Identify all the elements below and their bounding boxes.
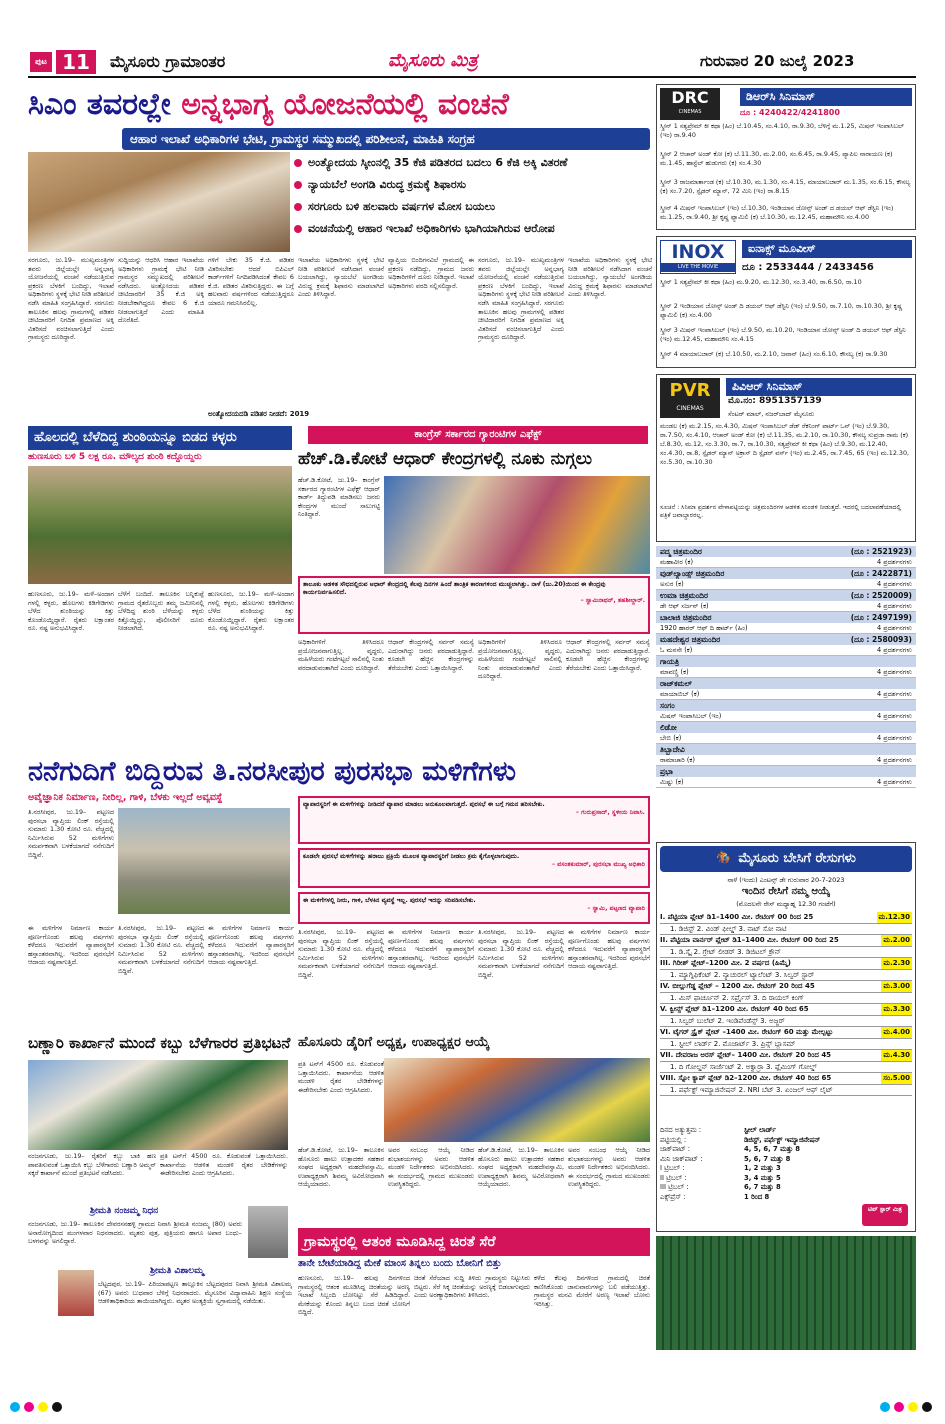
narasipura-quote-3 (298, 892, 650, 924)
onion-body-col-1: ಹುಣಸೂರು, ಜು.19– ಮಳೆ–ಅಂದಾಗ ಗಳಲ್ಲಿ ಕಳ್ಳರು, ಹೊಲಗಳು ಕಿಡಿಗೇಡಿಗಳು ಬೆಳೆದ ಶುಂಠಿಯನ್ನು ಕಿತ್ತು ಕೊಂಡೊಯ್ದಿದ್ದಾರೆ. ರೈತರು ಲಕ್ಷಾಂತರ ರೂ. ನಷ್ಟ ಅನುಭವಿಸಿದ್ದಾರೆ. (28, 590, 114, 633)
theatre-header (656, 546, 916, 557)
theatre-phone: (ದೂ : 2521923) (850, 547, 912, 556)
theatre-header (656, 634, 916, 645)
theatre-header (656, 744, 916, 755)
obituary-1-title: ಶ್ರೀಮತಿ ನಂಜಮ್ಮ ನಿಧನ (90, 1206, 159, 1216)
bannari-title: ಬಣ್ಣಾರಿ ಕಾರ್ಖಾನೆ ಮುಂದೆ ಕಬ್ಬು ಬೆಳೆಗಾರರ ಪ್ರತಿಭಟನೆ (28, 1034, 291, 1052)
jackpot-label: ಎಕ್ಸ್‌ಪ್ರೆಸ್ : (660, 1192, 686, 1201)
narasipura-quote-2 (298, 848, 650, 888)
drc-phone: ದೂ : 4240422/4241800 (740, 108, 840, 117)
drc-row: ಸ್ಕ್ರೀನ್ 1 ಸತ್ಯಪ್ರೇಮ್ ಕೀ ಕಥಾ (ಹಿಂ) ಬೆ.10.45, ಸಂ.4.10, ರಾ.9.30, ಬೆಳಿಗ್ಗೆ ಮ.1.25, ಮಿಷನ್ ಇಂಪಾಸಿಬಲ್ (ಇಂ) ರಾ.9.40 (660, 122, 905, 139)
theatre-film: 1920 ಹಾರರ್ ಆಫ್ ದಿ ಹಾರ್ಟ್ (ಹಿಂ) (660, 624, 748, 632)
registration-mark (880, 1402, 890, 1412)
theatre-shows: 4 ಪ್ರದರ್ಶನಗಳು (876, 602, 912, 610)
pvr-title: ಪಿವಿಆರ್ ಸಿನಿಮಾಸ್ (726, 378, 912, 396)
inox-logo-sub: LIVE THE MOVIE (661, 263, 735, 272)
pvr-schedule: ಮಂಡಲ (ಕ) ಮ.2.15, ಸಂ.4.30, ಮಿಷನ್ ಇಂಪಾಸಿಬಲ್ ಡೆಡ್ ರೆಕನಿಂಗ್ ಪಾರ್ಟ್ ಒನ್ (ಇಂ) ಬೆ.9.30, ರಾ.7.50, ಸಂ.4.10, ಆಚಾರ್ ಅಂಡ್ ಕೋ (ಕ) ಬೆ.11.35, ಮ.2.10, ರಾ.10.30, ಕೌಸಲ್ಯ ಸುಪ್ರಜಾ ರಾಮ (ಕ) ಬೆ.8.30, ಮ.12, ಸಂ.3.30, ರಾ.7, ರಾ.10.30, ಸತ್ಯಪ್ರೇಮ್ ಕೀ ಕಥಾ (ಹಿಂ) ಬೆ.9.30, ಮ.12.40, ಸಂ.4.30, ರಾ.8, ಸ್ಪೈಡರ್ ಮ್ಯಾನ್ ಅಕ್ರಾಸ್ ದಿ ಸ್ಪೈಡರ್ ವರ್ಸ್ (ಇಂ) ಮ.2.45, ರಾ.7.45, 65 (ಇಂ) ಮ.12.30, ಸಂ.5.30, ರಾ.10.30 (660, 422, 910, 466)
jackpot-label: II ಟ್ರಿಬಲ್ : (660, 1173, 687, 1182)
theatre-shows: 4 ಪ್ರದರ್ಶನಗಳು (876, 646, 912, 654)
theatre-header (656, 766, 916, 777)
pvr-logo-text: PVR (669, 380, 711, 401)
theatre-name: ಪ್ರಭಾ (660, 767, 673, 776)
jackpot-box (660, 1126, 912, 1202)
obituary-1-body: ನಂಜನಗೂಡು, ಜು.19– ತಾಲೂಕಿನ ದೇವರಸನಹಳ್ಳಿ ಗ್ರಾಮದ ನಿವಾಸಿ ಶ್ರೀಮತಿ ನಂಜಮ್ಮ (80) ಅವರು ಅನಾರೋಗ್ಯದಿಂದ ಮಂಗಳವಾರ ನಿಧನರಾದರು. ಮೃತರು ಪುತ್ರ, ಪುತ್ರಿಯರು ಹಾಗೂ ಅಪಾರ ಬಂಧು–ಬಳಗವನ್ನು ಅಗಲಿದ್ದಾರೆ. (28, 1220, 242, 1246)
theatre-header (656, 612, 916, 623)
theatre-film-row (656, 667, 916, 678)
lead-bullet: ನ್ಯಾಯಬೆಲೆ ಅಂಗಡಿ ವಿರುದ್ಧ ಕ್ರಮಕ್ಕೆ ಶಿಫಾರಸು (292, 174, 650, 196)
jackpot-label: ದಿನದ ಅತ್ಯುತ್ತಮ : (660, 1126, 701, 1134)
congress-body-5: ಆಧಾರ್ ಕೇಂದ್ರಗಳಲ್ಲಿ ಸರ್ವರ್ ಸಮಸ್ಯೆ ಎದುರಾಗಿದ್ದು ಜನರು ಪರದಾಡುತ್ತಿದ್ದಾರೆ. ಕೂಡಲೇ ಹೆಚ್ಚಿನ ಕೇಂದ್ರಗಳನ್ನು ತೆರೆಯಬೇಕು ಎಂದು ಒತ್ತಾಯಿಸಿದ್ದಾರೆ. (566, 638, 650, 672)
lead-body-col-5: ವ್ಯಾಪ್ತಿಯ ಬಿಂದಿಗನವಿಲೆ ಗ್ರಾಮದಲ್ಲಿ ಈ ಪ್ರಕರಣ ನಡೆದಿದ್ದು, ಗ್ರಾಮದ ಜನರು ಅಧಿಕಾರಿಗಳಿಗೆ ದೂರು ನೀಡಿದ್ದಾರೆ. ಇಲಾಖೆ ಅಧಿಕಾರಿಗಳು ವರದಿ ಸಲ್ಲಿಸಲಿದ್ದಾರೆ. (388, 256, 474, 290)
lead-body-col-4: ಇಲಾಖೆಯ ಅಧಿಕಾರಿಗಳು ಸ್ಥಳಕ್ಕೆ ಭೇಟಿ ನೀಡಿ ಪರಿಶೀಲನೆ ನಡೆಸಿದಾಗ ವಂಚನೆ ಬಯಲಾಗಿದ್ದು, ನ್ಯಾಯಬೆಲೆ ಅಂಗಡಿಯ ವಿರುದ್ಧ ಕ್ರಮಕ್ಕೆ ಶಿಫಾರಸು ಮಾಡಲಾಗಿದೆ ಎಂದು ತಿಳಿಸಿದ್ದಾರೆ. (298, 256, 384, 299)
race-text: VI. ಟೈಗರ್ ಸ್ಟ್ರೈಕ್ ಪ್ಲೇಟ್ –1400 ಮೀ. ರೇಟಿಂಗ್ 60 ಮತ್ತು ಮೇಲ್ಪಟ್ಟು (660, 1028, 833, 1036)
leopard-title: ಗ್ರಾಮಸ್ಥರಲ್ಲಿ ಆತಂಕ ಮೂಡಿಸಿದ್ದ ಚಿರತೆ ಸೆರೆ (298, 1228, 650, 1256)
race-picks (660, 1016, 912, 1028)
jackpot-label: ಮಿನಿ ಜಾಕ್‌ಪಾಟ್ : (660, 1154, 703, 1163)
race-text: I. ಪೆಟ್ಟಿಯಾ ಪ್ಲೇಟ್ ಡಿ1–1400 ಮೀ. ರೇಟಿಂಗ್ 00 ರಿಂದ 25 (660, 913, 814, 921)
theatre-header (656, 722, 916, 733)
inox-phone: ದೂ : 2533444 / 2433456 (742, 262, 874, 273)
narasipura-subtitle: ಅವೈಜ್ಞಾನಿಕ ನಿರ್ಮಾಣ, ನೀರಿಲ್ಲ, ಗಾಳಿ, ಬೆಳಕು ಇಲ್ಲದೆ ಅವ್ಯವಸ್ಥೆ (28, 792, 223, 803)
narasipura-body-3: ತಿ.ನರಸೀಪುರ, ಜು.19– ಪಟ್ಟಣದ ಪುರಸಭಾ ವ್ಯಾಪ್ತಿಯ ಲಿಂಕ್ ರಸ್ತೆಯಲ್ಲಿ ಸುಮಾರು 1.30 ಕೋಟಿ ರೂ. ವೆಚ್ಚದಲ್ಲಿ ನಿರ್ಮಿಸಿರುವ 52 ಮಳಿಗೆಗಳು ಸಮರ್ಪಕವಾಗಿ ಬಳಕೆಯಾಗದೆ ನನೆಗುದಿಗೆ ಬಿದ್ದಿವೆ. (118, 924, 204, 975)
race-entry (660, 1073, 912, 1085)
bannari-body-1: ನಂಜನಗೂಡು, ಜು.19– ರೈತರಿಗೆ ಕಬ್ಬು ಬಾಕಿ ಹಣ ಪಾವತಿಸುವಂತೆ ಒತ್ತಾಯಿಸಿ ಕಬ್ಬು ಬೆಳೆಗಾರರು ಬಣ್ಣಾರಿ ಅಮ್ಮನ್ ಸಕ್ಕರೆ ಕಾರ್ಖಾನೆ ಮುಂದೆ ಪ್ರತಿಭಟನೆ ನಡೆಸಿದರು. (28, 1152, 156, 1178)
theatre-header (656, 590, 916, 601)
registration-mark (24, 1402, 34, 1412)
theatre-film-row (656, 645, 916, 656)
race-picks (660, 947, 912, 959)
page-number: 11 (56, 50, 96, 74)
theatre-name: ರಾಜ್‌ಕಮಲ್ (660, 679, 692, 688)
lead-subhead: ಆಹಾರ ಇಲಾಖೆ ಅಧಿಕಾರಿಗಳ ಭೇಟಿ, ಗ್ರಾಮಸ್ಥರ ಸಮ್ಮುಖದಲ್ಲಿ ಪರಿಶೀಲನೆ, ಮಾಹಿತಿ ಸಂಗ್ರಹ (122, 128, 650, 150)
race-picks (660, 924, 912, 936)
theatre-name: ವುಡ್‌ಲ್ಯಾಂಡ್ಸ್ ಚಿತ್ರಮಂದಿರ (660, 569, 725, 578)
lead-byline: ಅಂತ್ಯೋದಯದಡಿ ಪಡಿತರ ನೀಡದೆ: 2019 (208, 410, 310, 418)
jackpot-value: 1 ರಿಂದ 8 (744, 1192, 770, 1201)
theatre-phone: (ದೂ : 2520009) (850, 591, 912, 600)
lead-body-col-3: ಗಳಿಗೆ ಬೇಕು 35 ಕೆ.ಜಿ. ಪಡಿತರ ವಿತರಿಸಬೇಕು ಆದರೆ ಬಿಪಿಎಲ್ ಕಾರ್ಡ್‌ಗಳಿಗೆ ನಿಗದಿಪಡಿಸಿದಂತೆ ಕೇವಲ 6 ಕೆ.ಜಿ. ಪಡಿತರ ವಿತರಿಸುತ್ತಿದ್ದರು. ಈ ಬಗ್ಗೆ ಹಲವಾರು ವರ್ಷಗಳಿಂದ ನಡೆಯುತ್ತಿದ್ದರೂ ಯಾರೂ ಗಮನಿಸಿರಲಿಲ್ಲ. (208, 256, 294, 307)
race-entry (660, 958, 912, 970)
pvr-logo-sub: CINEMAS (676, 405, 704, 412)
lead-photo (28, 152, 290, 252)
page-label: ಪುಟ (30, 52, 52, 72)
narasipura-body-7: ತಿ.ನರಸೀಪುರ, ಜು.19– ಪಟ್ಟಣದ ಪುರಸಭಾ ವ್ಯಾಪ್ತಿಯ ಲಿಂಕ್ ರಸ್ತೆಯಲ್ಲಿ ಸುಮಾರು 1.30 ಕೋಟಿ ರೂ. ವೆಚ್ಚದಲ್ಲಿ ನಿರ್ಮಿಸಿರುವ 52 ಮಳಿಗೆಗಳು ಸಮರ್ಪಕವಾಗಿ ಬಳಕೆಯಾಗದೆ ನನೆಗುದಿಗೆ ಬಿದ್ದಿವೆ. (478, 928, 564, 979)
theatre-header (656, 568, 916, 579)
race-text: VIII. ಸ್ನೋ ಕ್ಯಾಪ್ ಪ್ಲೇಟ್ ಡಿ2–1200 ಮೀ. ರೇಟಿಂಗ್ 40 ರಿಂದ 65 (660, 1074, 832, 1082)
race-entry (660, 981, 912, 993)
theatre-film: ಡೇ ಆಫ್ ಸರ್ಜನ್ (ಕ) (660, 602, 709, 610)
race-time: ಮ.2.30 (883, 959, 910, 967)
jackpot-row (660, 1145, 856, 1155)
registration-mark (922, 1402, 932, 1412)
leopard-subtitle: ತಾನೇ ಬೇಟೆಯಾಡಿದ್ದ ಮೇಕೆ ಮಾಂಸ ತಿನ್ನಲು ಬಂದು ಬೋನಿಗೆ ಬಿತ್ತು (298, 1258, 502, 1269)
theatre-shows: 4 ಪ್ರದರ್ಶನಗಳು (876, 624, 912, 632)
jackpot-label: ಪಟ್ಟಿಯಲ್ಲಿ : (660, 1135, 687, 1144)
jackpot-row (660, 1164, 856, 1174)
congress-callout (298, 576, 650, 634)
theatre-name: ಉಮಾ ಚಿತ್ರಮಂದಿರ (660, 591, 708, 600)
theatre-film-row (656, 777, 916, 788)
lead-bullet: ವಂಚನೆಯಲ್ಲಿ ಆಹಾರ ಇಲಾಖೆ ಅಧಿಕಾರಿಗಳು ಭಾಗಿಯಾಗಿರುವ ಆರೋಪ (292, 218, 650, 240)
theatre-film: ಮಾಯಾಬಿಬ್ (ಕ) (660, 690, 700, 698)
race-time: ಮ.12.30 (878, 913, 910, 921)
cinema-note: ಸೂಚನೆ : ಸಿನಿಮಾ ಪ್ರದರ್ಶನ ವೇಳಾಪಟ್ಟಿಯನ್ನು ಚಿತ್ರಮಂದಿರಗಳ ಆಡಳಿತ ಮಂಡಳಿ ನೀಡುತ್ತದೆ. ಇದರಲ್ಲಿ ಬದಲಾವಣೆಯಾದಲ್ಲಿ ಪತ್ರಿಕೆ ಜವಾಬ್ದಾರರಲ್ಲ. (660, 504, 902, 520)
newspaper-name: ಮೈಸೂರು ಮಿತ್ರ (388, 50, 478, 71)
congress-body-3: ಆಧಾರ್ ಕೇಂದ್ರಗಳಲ್ಲಿ ಸರ್ವರ್ ಸಮಸ್ಯೆ ಎದುರಾಗಿದ್ದು ಜನರು ಪರದಾಡುತ್ತಿದ್ದಾರೆ. ಕೂಡಲೇ ಹೆಚ್ಚಿನ ಕೇಂದ್ರಗಳನ್ನು ತೆರೆಯಬೇಕು ಎಂದು ಒತ್ತಾಯಿಸಿದ್ದಾರೆ. (388, 638, 474, 672)
dairy-body-4: ಅವರ ಸಂಬಂಧ ಆಯ್ಕೆ ನೀಡಿದ ಶುಭಾಶಯಗಳನ್ನು ಅವರು ಆಡಳಿತ ಮಂಡಳಿ ನಿರ್ದೇಶಕರು ಅಭಿನಂದಿಸಿದರು. ಈ ಸಂದರ್ಭದಲ್ಲಿ ಗ್ರಾಮದ ಮುಖಂಡರು ಉಪಸ್ಥಿತರಿದ್ದರು. (568, 1146, 650, 1189)
congress-banner: ಕಾಂಗ್ರೆಸ್ ಸರ್ಕಾರದ ಗ್ಯಾರಂಟಿಗಳ ಎಫೆಕ್ಟ್ (308, 426, 648, 444)
bannari-body-3: ಪ್ರತಿ ಟನ್‌ಗೆ 4500 ರೂ. ಕೊಡುವಂತೆ ಒತ್ತಾಯಿಸಿದರು. ಕಾರ್ಖಾನೆಯ ಆಡಳಿತ ಮಂಡಳಿ ರೈತರ ಬೇಡಿಕೆಗಳನ್ನು ಈಡೇರಿಸಬೇಕು ಎಂದು ಆಗ್ರಹಿಸಿದರು. (298, 1060, 384, 1094)
race-text: 1. ಸ್ಟೀಲ್ ಲಾರ್ಡ್ 2. ಮೊಜಾರ್ಟ್ 3. ಪ್ರಿನ್ಸ್ ಬ್ಲಾಸಮ್ (670, 1039, 796, 1048)
inox-row: ಸ್ಕ್ರೀನ್ 2 ಇಂಡಿಯಾನ ಜೋನ್ಸ್ ಅಂಡ್ ದಿ ಡಯಲ್ ಆಫ್ ಡೆಸ್ಟಿನಿ (ಇಂ) ಬೆ.9.50, ರಾ.7.10, ರಾ.10.30, ಶ್ರೀ ಕೃಷ್ಣ ಫ್ಯಾಮಿಲಿ (ಕ) ಸಂ.4.00 (660, 302, 903, 319)
registration-mark (894, 1402, 904, 1412)
onion-subtitle: ಹುಣಸೂರು ಬಳಿ 5 ಲಕ್ಷ ರೂ. ಮೌಲ್ಯದ ಶುಂಠಿ ಕದ್ದೊಯ್ದರು (28, 452, 202, 462)
issue-date: ಗುರುವಾರ 20 ಜುಲೈ 2023 (700, 52, 855, 70)
lead-headline-part-b: ಅನ್ನಭಾಗ್ಯ ಯೋಜನೆಯಲ್ಲಿ ವಂಚನೆ (181, 87, 509, 122)
jackpot-label: ಜಾಕ್‌ಪಾಟ್ : (660, 1145, 691, 1153)
jackpot-value: 6, 7 ಮತ್ತು 8 (744, 1183, 781, 1191)
race-time: ಮ.3.30 (883, 1005, 910, 1013)
theatre-shows: 4 ಪ್ರದರ್ಶನಗಳು (876, 756, 912, 764)
narasipura-body-6: ಈ ಮಳಿಗೆಗಳ ನಿರ್ಮಾಣ ಕಾರ್ಯ ಪೂರ್ಣಗೊಂಡು ಹಲವು ವರ್ಷಗಳು ಕಳೆದರೂ ಇದುವರೆಗೆ ವ್ಯಾಪಾರಸ್ಥರಿಗೆ ಹಸ್ತಾಂತರವಾಗಿಲ್ಲ. ಇದರಿಂದ ಪುರಸಭೆಗೆ ಆದಾಯ ನಷ್ಟವಾಗುತ್ತಿದೆ. (388, 928, 474, 971)
registration-mark (908, 1402, 918, 1412)
theatre-film: ಮಿಷ್ಟು (ಕ) (660, 778, 684, 786)
jackpot-value: ಡಿಜಿಸ್ಟ್, ಪರ್ಫೆಕ್ಟ್ ಇಮ್ಯಾಜಿನೇಷನ್ (744, 1135, 821, 1144)
narasipura-quote-2-text: ಕೂಡಲೇ ಪುರಸಭೆ ಮಳಿಗೆಗಳನ್ನು ಹರಾಜು ಪ್ರಕ್ರಿಯೆ ಮೂಲಕ ವ್ಯಾಪಾರಸ್ಥರಿಗೆ ನೀಡಲು ಕ್ರಮ ಕೈಗೊಳ್ಳಲಾಗುವುದು. (303, 853, 520, 860)
leopard-body-2: ಚಿರತೆ ಸೆರೆಯಾದ ಸುದ್ದಿ ತಿಳಿದು ಗ್ರಾಮಸ್ಥರು ನಿಟ್ಟುಸಿರು ಬಿಟ್ಟರು. ಸೆರೆ ಸಿಕ್ಕ ಚಿರತೆಯನ್ನು ಅರಣ್ಯಕ್ಕೆ ಬಿಡಲಾಗುವುದು ಎಂದು ಅರಣ್ಯಾಧಿಕಾರಿಗಳು ತಿಳಿಸಿದರು. (414, 1274, 530, 1300)
theatre-shows: 4 ಪ್ರದರ್ಶನಗಳು (876, 734, 912, 742)
theatre-shows: 4 ಪ್ರದರ್ಶನಗಳು (876, 690, 912, 698)
race-title (660, 846, 912, 872)
drc-logo-text: DRC (671, 88, 709, 107)
race-picks (660, 993, 912, 1005)
theatre-name: ಮಹದೇಶ್ವರ ಚಿತ್ರಮಂದಿರ (660, 635, 721, 644)
race-heading: ಇಂದಿನ ರೇಸಿಗೆ ನಮ್ಮ ಆಯ್ಕೆ (741, 886, 831, 897)
theatre-film: ಓ ಮನಸೇ (ಕ) (660, 646, 693, 654)
onion-body-col-2: ಬೆಳೆಗೆ ಬಂದಿದೆ. ತಾಲೂಕಿನ ಬನ್ನಿಕುಪ್ಪೆ ಗ್ರಾಮದ ರೈತರೊಬ್ಬರು ತಮ್ಮ ಜಮೀನಿನಲ್ಲಿ ಬೆಳೆದಿದ್ದ ಶುಂಠಿ ಬೆಳೆಯನ್ನು ಕಳ್ಳರು ಕಿತ್ತೊಯ್ದಿದ್ದು, ಪೊಲೀಸರಿಗೆ ದೂರು ನೀಡಲಾಗಿದೆ. (118, 590, 204, 633)
narasipura-quote-3-by: – ಸ್ವಾಮಿ, ಪಟ್ಟಣದ ವ್ಯಾಪಾರಿ (587, 905, 645, 913)
jackpot-value: 4, 5, 6, 7 ಮತ್ತು 8 (744, 1145, 801, 1153)
race-text: 1. ಸಿಲ್ವರ್ ಬುಲೆಟ್ 2. ಇಂಡಿಪೆಂಡೆನ್ಸ್ 3. ಅಜ್ಜರ್ (670, 1016, 785, 1025)
obituary-2-title: ಶ್ರೀಮತಿ ವಿಶಾಲಮ್ಮ (150, 1266, 204, 1276)
narasipura-photo (118, 808, 290, 914)
theatre-header (656, 656, 916, 667)
lead-bullet: ಅಂತ್ಯೋದಯ ಸ್ಕೀಂನಲ್ಲಿ 35 ಕೆಜಿ ಪಡಿತರದ ಬದಲು 6 ಕೆಜಿ ಅಕ್ಕಿ ವಿತರಣೆ (292, 152, 650, 174)
drc-row: ಸ್ಕ್ರೀನ್ 4 ಮಿಷನ್ ಇಂಪಾಸಿಬಲ್ (ಇಂ) ಬೆ.10.30, ಇಂಡಿಯಾನ ಜೋನ್ಸ್ ಅಂಡ್ ದ ಡಯಲ್ ಆಫ್ ಡೆಸ್ಟಿನಿ (ಇಂ) ಮ.1.25, ರಾ.9.40, ಶ್ರೀ ಕೃಷ್ಣ ಫ್ಯಾಮಿಲಿ (ಕ) ಬೆ.10.30, ಮ.12.45, ಮಹಾಮೌನಿ ಸಂ.4.00 (660, 204, 894, 221)
theatre-header (656, 678, 916, 689)
theatre-shows: 4 ಪ್ರದರ್ಶನಗಳು (876, 580, 912, 588)
jackpot-row (660, 1183, 856, 1193)
narasipura-quote-1-by: – ಗುರುಪ್ರಸಾದ್, ಸ್ಥಳೀಯ ನಿವಾಸಿ. (575, 809, 645, 817)
theatre-name: ಪದ್ಮ ಚಿತ್ರಮಂದಿರ (660, 547, 702, 556)
dairy-photo (384, 1058, 650, 1142)
onion-photo (28, 466, 292, 584)
theatre-film: ಮಿಷನ್ ಇಂಪಾಸಿಬಲ್ (ಇಂ) (660, 712, 722, 720)
theatre-name: ತಿಬ್ಬಾದೇವಿ (660, 745, 685, 754)
dairy-body-1: ಹೆಚ್.ಡಿ.ಕೋಟೆ, ಜು.19– ತಾಲೂಕಿನ ಹೊಸೂರು ಹಾಲು ಉತ್ಪಾದಕರ ಸಹಕಾರ ಸಂಘದ ಅಧ್ಯಕ್ಷರಾಗಿ ಮಹದೇವಸ್ವಾಮಿ, ಉಪಾಧ್ಯಕ್ಷರಾಗಿ ಶಿವಮ್ಮ ಅವಿರೋಧವಾಗಿ ಆಯ್ಕೆಯಾದರು. (298, 1146, 384, 1189)
race-entry (660, 1050, 912, 1062)
theatre-film: ಅಸುರ (ಕ) (660, 580, 684, 588)
narasipura-body-4: ಈ ಮಳಿಗೆಗಳ ನಿರ್ಮಾಣ ಕಾರ್ಯ ಪೂರ್ಣಗೊಂಡು ಹಲವು ವರ್ಷಗಳು ಕಳೆದರೂ ಇದುವರೆಗೆ ವ್ಯಾಪಾರಸ್ಥರಿಗೆ ಹಸ್ತಾಂತರವಾಗಿಲ್ಲ. ಇದರಿಂದ ಪುರಸಭೆಗೆ ಆದಾಯ ನಷ್ಟವಾಗುತ್ತಿದೆ. (208, 924, 294, 967)
race-title-text: ಮೈಸೂರು ಬೇಸಿಗೆ ರೇಸುಗಳು (738, 851, 856, 866)
jackpot-row (660, 1193, 856, 1203)
section-title: ಮೈಸೂರು ಗ್ರಾಮಾಂತರ (110, 52, 226, 71)
theatre-film-row (656, 601, 916, 612)
theatre-film: ಮಹಾವೀರ (ಕ) (660, 558, 694, 566)
congress-body-2: ಅಧಿಕಾರಿಗಳಿಗೆ ತಿಳಿಸಿದರೂ ಪ್ರಯೋಜನವಾಗುತ್ತಿಲ್ಲ. ವೃದ್ಧರು, ಮಹಿಳೆಯರು ಗಂಟೆಗಟ್ಟಲೆ ಸಾಲಿನಲ್ಲಿ ನಿಂತು ಪರದಾಡುವಂತಾಗಿದೆ ಎಂದು ದೂರಿದ್ದಾರೆ. (298, 638, 384, 672)
theatre-name: ಗಾಯತ್ರಿ (660, 657, 680, 666)
drc-title: ಡಿಆರ್‌ಸಿ ಸಿನಿಮಾಸ್ (740, 88, 912, 106)
race-text: III. ಗಿರೀಶ್ ಪ್ಲೇಟ್–1200 ಮೀ. 2 ವರ್ಷದ (ಹಿಮ್ಮೆ) (660, 959, 791, 967)
inox-row: ಸ್ಕ್ರೀನ್ 4 ಮಾಯಾಬಜಾರ್ (ಕ) ಬೆ.10.50, ಮ.2.10, ಜವಾನ್ (ಹಿಂ) ಸಂ.6.10, ಕೌಸಲ್ಯ (ಕ) ರಾ.9.30 (660, 350, 888, 358)
theatre-shows: 4 ಪ್ರದರ್ಶನಗಳು (876, 558, 912, 566)
obituary-1-photo (248, 1206, 288, 1258)
registration-mark (52, 1402, 62, 1412)
drc-row: ಸ್ಕ್ರೀನ್ 3 ರಾಜಮಾರ್ತಾಂಡ (ಕ) ಬೆ.10.30, ಮ.1.30, ಸಂ.4.15, ಮಾಯಾಬಜಾರ್ ಮ.1.35, ಸಂ.6.15, ಕೌಸಲ್ಯ (ಕ) ಸಂ.7.20, ಸ್ಪೈಡರ್ ಮ್ಯಾನ್, 72 ಮಿನಿ (ಇಂ) ರಾ.8.15 (660, 178, 911, 195)
race-picks (660, 1039, 912, 1051)
drc-logo (660, 88, 720, 120)
jackpot-row (660, 1126, 856, 1136)
jackpot-row (660, 1155, 856, 1165)
jackpot-value: 5, 6, 7 ಮತ್ತು 8 (744, 1154, 791, 1163)
race-start: (ಮೊದಲನೇ ರೇಸ್ ಮಧ್ಯಾಹ್ನ 12.30 ಗಂಟೆಗೆ) (736, 900, 836, 908)
narasipura-quote-1 (298, 796, 650, 844)
lead-body-col-2: ಸುದ್ದಿಯನ್ನು ಆಧರಿಸಿ ಆಹಾರ ಇಲಾಖೆಯ ಅಧಿಕಾರಿಗಳು ಗ್ರಾಮಕ್ಕೆ ಭೇಟಿ ನೀಡಿ ಗ್ರಾಮಸ್ಥರ ಸಮ್ಮುಖದಲ್ಲಿ ಪರಿಶೀಲನೆ ನಡೆಸಿದರು. ಅಂತ್ಯೋದಯ ಪಡಿತರ ಚೀಟಿದಾರರಿಗೆ 35 ಕೆ.ಜಿ ಅಕ್ಕಿ ನೀಡಬೇಕಾಗಿದ್ದರೂ ಕೇವಲ 6 ಕೆ.ಜಿ ನೀಡಲಾಗುತ್ತಿದೆ ಎಂದು ಮಾಹಿತಿ ದೊರೆತಿದೆ. (118, 256, 204, 325)
lead-bullet: ಸರಗೂರು ಬಳಿ ಹಲವಾರು ವರ್ಷಗಳ ಮೋಸ ಬಯಲು (292, 196, 650, 218)
narasipura-quote-3-text: ಈ ಮಳಿಗೆಗಳಲ್ಲಿ ನೀರು, ಗಾಳಿ, ಬೆಳಕಿನ ವ್ಯವಸ್ಥೆ ಇಲ್ಲ. ಪುರಸಭೆ ಇದನ್ನು ಸರಿಪಡಿಸಬೇಕು. (303, 897, 476, 904)
registration-mark (10, 1402, 20, 1412)
race-picks (660, 1062, 912, 1074)
horse-icon: 🏇 (716, 851, 733, 866)
congress-title: ಹೆಚ್.ಡಿ.ಕೋಟೆ ಆಧಾರ್ ಕೇಂದ್ರಗಳಲ್ಲಿ ನೂಕು ನುಗ್ಗಲು (298, 449, 593, 469)
lead-body-col-1: ಸರಗೂರು, ಜು.19– ಮುಖ್ಯಮಂತ್ರಿಗಳ ತವರು ಜಿಲ್ಲೆಯಲ್ಲೇ ಅನ್ನಭಾಗ್ಯ ಯೋಜನೆಯಲ್ಲಿ ವಂಚನೆ ನಡೆಯುತ್ತಿರುವ ಪ್ರಕರಣ ಬೆಳಕಿಗೆ ಬಂದಿದ್ದು, ಇಲಾಖೆ ಅಧಿಕಾರಿಗಳು ಸ್ಥಳಕ್ಕೆ ಭೇಟಿ ನೀಡಿ ಪರಿಶೀಲನೆ ನಡೆಸಿ ಮಾಹಿತಿ ಸಂಗ್ರಹಿಸಿದ್ದಾರೆ. ಸರಗೂರು ತಾಲೂಕಿನ ಹಲವು ಗ್ರಾಮಗಳಲ್ಲಿ ಪಡಿತರ ಚೀಟಿದಾರರಿಗೆ ನಿಗದಿತ ಪ್ರಮಾಣದ ಅಕ್ಕಿ ವಿತರಿಸದೆ ವಂಚಿಸಲಾಗುತ್ತಿದೆ ಎಂದು ಗ್ರಾಮಸ್ಥರು ದೂರಿದ್ದಾರೆ. (28, 256, 114, 342)
narasipura-body-8: ಈ ಮಳಿಗೆಗಳ ನಿರ್ಮಾಣ ಕಾರ್ಯ ಪೂರ್ಣಗೊಂಡು ಹಲವು ವರ್ಷಗಳು ಕಳೆದರೂ ಇದುವರೆಗೆ ವ್ಯಾಪಾರಸ್ಥರಿಗೆ ಹಸ್ತಾಂತರವಾಗಿಲ್ಲ. ಇದರಿಂದ ಪುರಸಭೆಗೆ ಆದಾಯ ನಷ್ಟವಾಗುತ್ತಿದೆ. (568, 928, 650, 971)
jackpot-row (660, 1136, 856, 1146)
theatre-shows: 4 ಪ್ರದರ್ಶನಗಳು (876, 712, 912, 720)
dairy-body-3: ಹೆಚ್.ಡಿ.ಕೋಟೆ, ಜು.19– ತಾಲೂಕಿನ ಹೊಸೂರು ಹಾಲು ಉತ್ಪಾದಕರ ಸಹಕಾರ ಸಂಘದ ಅಧ್ಯಕ್ಷರಾಗಿ ಮಹದೇವಸ್ವಾಮಿ, ಉಪಾಧ್ಯಕ್ಷರಾಗಿ ಶಿವಮ್ಮ ಅವಿರೋಧವಾಗಿ ಆಯ್ಕೆಯಾದರು. (478, 1146, 564, 1189)
lead-headline (28, 84, 646, 126)
jackpot-label: I ಟ್ರಿಬಲ್ : (660, 1164, 685, 1172)
inox-title: ಐನಾಕ್ಸ್ ಮೂವೀಸ್ (742, 240, 912, 258)
narasipura-body-2: ಈ ಮಳಿಗೆಗಳ ನಿರ್ಮಾಣ ಕಾರ್ಯ ಪೂರ್ಣಗೊಂಡು ಹಲವು ವರ್ಷಗಳು ಕಳೆದರೂ ಇದುವರೆಗೆ ವ್ಯಾಪಾರಸ್ಥರಿಗೆ ಹಸ್ತಾಂತರವಾಗಿಲ್ಲ. ಇದರಿಂದ ಪುರಸಭೆಗೆ ಆದಾಯ ನಷ್ಟವಾಗುತ್ತಿದೆ. (28, 924, 114, 967)
drc-row: ಸ್ಕ್ರೀನ್ 2 ಆಚಾರ್ ಅಂಡ್ ಕೋ (ಕ) ಬೆ.11.30, ಮ.2.00, ಸಂ.6.45, ರಾ.9.45, ಪ್ಯಾಪಿಲ ನಾರಾಯಣ (ಕ) ಮ.1.45, ಹಾಸ್ಟೆಲ್ ಹುಡುಗರು (ಕ) ಸಂ.4.30 (660, 150, 893, 167)
race-entry (660, 1004, 912, 1016)
theatre-phone: (ದೂ : 2422871) (850, 569, 912, 578)
race-text: 1. ಡಿ.ಸ್ಕೈ 2. ಗ್ರೇಟ್ ಲೀಡರ್ 3. ಡಿಜಿಟಲ್ ಕ್ರೌನ್ (670, 947, 781, 956)
jackpot-value: 1, 2 ಮತ್ತು 3 (744, 1164, 781, 1172)
race-entry (660, 1027, 912, 1039)
race-time: ಮ.4.00 (883, 1028, 910, 1036)
race-text: II. ಪೆಟ್ಟಿಯಾ ವಾರ್ನರ್ ಪ್ಲೇಟ್ ಡಿ1–1400 ಮೀ. ರೇಟಿಂಗ್ 00 ರಿಂದ 25 (660, 936, 839, 944)
theatre-name: ಲಿಡೋ (660, 723, 677, 732)
pvr-phone: ಮೊ.ನಂ: 8951357139 (728, 396, 822, 406)
race-time: ಮ.4.30 (883, 1051, 910, 1059)
dairy-title: ಹೊಸೂರು ಡೈರಿಗೆ ಅಧ್ಯಕ್ಷ, ಉಪಾಧ್ಯಕ್ಷರ ಆಯ್ಕೆ (298, 1035, 490, 1050)
theatre-film-row (656, 755, 916, 766)
congress-body-1: ಹೆಚ್.ಡಿ.ಕೋಟೆ, ಜು.19– ಕಾಂಗ್ರೆಸ್ ಸರ್ಕಾರದ ಗ್ಯಾರಂಟಿಗಳ ಎಫೆಕ್ಟ್ ಆಧಾರ್ ಕಾರ್ಡ್ ತಿದ್ದುಪಡಿ ಮಾಡಿಸಲು ಜನರು ಕೇಂದ್ರಗಳ ಮುಂದೆ ಸಾಲುಗಟ್ಟಿ ನಿಂತಿದ್ದಾರೆ. (298, 476, 380, 519)
theatre-film: ಮಾವಣ್ಣಿ (ಕ) (660, 668, 689, 676)
lead-body-col-6: ಸರಗೂರು, ಜು.19– ಮುಖ್ಯಮಂತ್ರಿಗಳ ತವರು ಜಿಲ್ಲೆಯಲ್ಲೇ ಅನ್ನಭಾಗ್ಯ ಯೋಜನೆಯಲ್ಲಿ ವಂಚನೆ ನಡೆಯುತ್ತಿರುವ ಪ್ರಕರಣ ಬೆಳಕಿಗೆ ಬಂದಿದ್ದು, ಇಲಾಖೆ ಅಧಿಕಾರಿಗಳು ಸ್ಥಳಕ್ಕೆ ಭೇಟಿ ನೀಡಿ ಪರಿಶೀಲನೆ ನಡೆಸಿ ಮಾಹಿತಿ ಸಂಗ್ರಹಿಸಿದ್ದಾರೆ. ಸರಗೂರು ತಾಲೂಕಿನ ಹಲವು ಗ್ರಾಮಗಳಲ್ಲಿ ಪಡಿತರ ಚೀಟಿದಾರರಿಗೆ ನಿಗದಿತ ಪ್ರಮಾಣದ ಅಕ್ಕಿ ವಿತರಿಸದೆ ವಂಚಿಸಲಾಗುತ್ತಿದೆ ಎಂದು ಗ್ರಾಮಸ್ಥರು ದೂರಿದ್ದಾರೆ. (478, 256, 564, 342)
race-text: 1. ಡಿಜಿಸ್ಟ್ 2. ವಿಂಡ್ ಫೀಲ್ಡ್ 3. ನಾಟ್ ಸೋ ನಾಟಿ (670, 924, 787, 933)
theatre-list (656, 546, 916, 788)
theatre-name: ಸಂಗಂ (660, 701, 675, 710)
race-entry (660, 935, 912, 947)
theatre-film-row (656, 689, 916, 700)
narasipura-title: ನನೆಗುದಿಗೆ ಬಿದ್ದಿರುವ ತಿ.ನರಸೀಪುರ ಪುರಸಭಾ ಮಳಿಗೆಗಳು (28, 756, 517, 787)
narasipura-body-5: ತಿ.ನರಸೀಪುರ, ಜು.19– ಪಟ್ಟಣದ ಪುರಸಭಾ ವ್ಯಾಪ್ತಿಯ ಲಿಂಕ್ ರಸ್ತೆಯಲ್ಲಿ ಸುಮಾರು 1.30 ಕೋಟಿ ರೂ. ವೆಚ್ಚದಲ್ಲಿ ನಿರ್ಮಿಸಿರುವ 52 ಮಳಿಗೆಗಳು ಸಮರ್ಪಕವಾಗಿ ಬಳಕೆಯಾಗದೆ ನನೆಗುದಿಗೆ ಬಿದ್ದಿವೆ. (298, 928, 384, 979)
theatre-film-row (656, 623, 916, 634)
pvr-address: ಸೆಂಟರ್ ಮಾಲ್, ನಜರ್‌ಬಾದ್ ಮೈಸೂರು (728, 410, 815, 418)
race-entry (660, 912, 912, 924)
header-rule (28, 76, 916, 78)
lead-body-col-7: ಇಲಾಖೆಯ ಅಧಿಕಾರಿಗಳು ಸ್ಥಳಕ್ಕೆ ಭೇಟಿ ನೀಡಿ ಪರಿಶೀಲನೆ ನಡೆಸಿದಾಗ ವಂಚನೆ ಬಯಲಾಗಿದ್ದು, ನ್ಯಾಯಬೆಲೆ ಅಂಗಡಿಯ ವಿರುದ್ಧ ಕ್ರಮಕ್ಕೆ ಶಿಫಾರಸು ಮಾಡಲಾಗಿದೆ ಎಂದು ತಿಳಿಸಿದ್ದಾರೆ. (568, 256, 652, 299)
race-text: IV. ಬೀಲ್ಲುಗೆಡ್ಡ ಪ್ಲೇಟ್ – 1200 ಮೀ. ರೇಟಿಂಗ್ 20 ರಿಂದ 45 (660, 982, 815, 990)
narasipura-quote-2-by: – ವಸಂತಕುಮಾರ್, ಪುರಸಭಾ ಮುಖ್ಯ ಅಧಿಕಾರಿ (552, 861, 645, 869)
race-text: V. ಕ್ವೀನ್ಸ್ ಪ್ಲೇಟ್ ಡಿ1–1200 ಮೀ. ರೇಟಿಂಗ್ 40 ರಿಂದ 65 (660, 1005, 809, 1013)
theatre-phone: (ದೂ : 2497199) (850, 613, 912, 622)
race-time: ಮ.2.00 (883, 936, 910, 944)
jackpot-row (660, 1174, 856, 1184)
race-text: 1. ದಿ ಗೋಲ್ಡನ್ ಸಾರ್ಜೆಂಟ್ 2. ಅಕ್ವಾರ್ರಾ 3. ಫ್ಲೆಮಿಂಗ್ ಗೋಲ್ಡ್ (670, 1062, 817, 1071)
jackpot-value: ಸ್ಟೀಲ್ ಲಾರ್ಡ್ (744, 1126, 776, 1134)
leopard-photo (656, 1236, 916, 1350)
pvr-logo (660, 378, 720, 418)
onion-body-col-3: ಹುಣಸೂರು, ಜು.19– ಮಳೆ–ಅಂದಾಗ ಗಳಲ್ಲಿ ಕಳ್ಳರು, ಹೊಲಗಳು ಕಿಡಿಗೇಡಿಗಳು ಬೆಳೆದ ಶುಂಠಿಯನ್ನು ಕಿತ್ತು ಕೊಂಡೊಯ್ದಿದ್ದಾರೆ. ರೈತರು ಲಕ್ಷಾಂತರ ರೂ. ನಷ್ಟ ಅನುಭವಿಸಿದ್ದಾರೆ. (208, 590, 294, 633)
drc-logo-sub: CINEMAS (678, 109, 702, 115)
dairy-body-2: ಅವರ ಸಂಬಂಧ ಆಯ್ಕೆ ನೀಡಿದ ಶುಭಾಶಯಗಳನ್ನು ಅವರು ಆಡಳಿತ ಮಂಡಳಿ ನಿರ್ದೇಶಕರು ಅಭಿನಂದಿಸಿದರು. ಈ ಸಂದರ್ಭದಲ್ಲಿ ಗ್ರಾಮದ ಮುಖಂಡರು ಉಪಸ್ಥಿತರಿದ್ದರು. (388, 1146, 474, 1189)
obituary-2-photo (58, 1270, 94, 1316)
theatre-phone: (ದೂ : 2580093) (850, 635, 912, 644)
lead-headline-part-a: ಸಿಎಂ ತವರಲ್ಲೇ (28, 87, 182, 122)
narasipura-body-1: ತಿ.ನರಸೀಪುರ, ಜು.19– ಪಟ್ಟಣದ ಪುರಸಭಾ ವ್ಯಾಪ್ತಿಯ ಲಿಂಕ್ ರಸ್ತೆಯಲ್ಲಿ ಸುಮಾರು 1.30 ಕೋಟಿ ರೂ. ವೆಚ್ಚದಲ್ಲಿ ನಿರ್ಮಿಸಿರುವ 52 ಮಳಿಗೆಗಳು ಸಮರ್ಪಕವಾಗಿ ಬಳಕೆಯಾಗದೆ ನನೆಗುದಿಗೆ ಬಿದ್ದಿವೆ. (28, 808, 114, 859)
theatre-shows: 4 ಪ್ರದರ್ಶನಗಳು (876, 668, 912, 676)
bannari-photo (28, 1060, 288, 1150)
bannari-body-2: ಪ್ರತಿ ಟನ್‌ಗೆ 4500 ರೂ. ಕೊಡುವಂತೆ ಒತ್ತಾಯಿಸಿದರು. ಕಾರ್ಖಾನೆಯ ಆಡಳಿತ ಮಂಡಳಿ ರೈತರ ಬೇಡಿಕೆಗಳನ್ನು ಈಡೇರಿಸಬೇಕು ಎಂದು ಆಗ್ರಹಿಸಿದರು. (160, 1152, 288, 1178)
inox-logo (660, 240, 736, 274)
race-time: ಮ.3.00 (883, 982, 910, 990)
inox-logo-text: INOX (671, 241, 725, 263)
lead-bullets (292, 152, 650, 240)
congress-callout-text: ತಾಲೂಕು ಆಡಳಿತ ಸೌಧದಲ್ಲಿರುವ ಆಧಾರ್ ಕೇಂದ್ರದಲ್ಲಿ ಕೆಲವು ದಿನಗಳ ಹಿಂದೆ ತಾಂತ್ರಿಕ ಕಾರಣಗಳಿಂದ ಮುಚ್ಚಲಾಗಿತ್ತು. ನಾಳೆ (ಜು.20)ಯಿಂದ ಈ ಕೇಂದ್ರವು ಕಾರ್ಯನಿರ್ವಹಿಸಲಿದೆ. (303, 581, 606, 597)
theatre-header (656, 700, 916, 711)
registration-mark (38, 1402, 48, 1412)
obituary-2-body: ಬೆಟ್ಟದಪುರ, ಜು.19– ಪಿರಿಯಾಪಟ್ಟಣ ತಾಲ್ಲೂಕಿನ ಬೆಟ್ಟದಪುರದ ನಿವಾಸಿ ಶ್ರೀಮತಿ ವಿಶಾಲಮ್ಮ (67) ಅವರು ಬುಧವಾರ ಬೆಳಿಗ್ಗೆ ನಿಧನರಾದರು. ಮೈಸೂರಿನ ವಿದ್ಯಾವಾಹಿನಿ ಶಿಕ್ಷಣ ಸಂಸ್ಥೆಯ ಆಡಳಿತಾಧಿಕಾರಿಯ ತಾಯಿಯಾಗಿದ್ದರು. ಮೃತರ ಅಂತ್ಯಕ್ರಿಯೆ ಸ್ವಗ್ರಾಮದಲ್ಲಿ ನಡೆಯಿತು. (98, 1280, 292, 1306)
jackpot-label: III ಟ್ರಿಬಲ್ : (660, 1183, 689, 1191)
race-picks (660, 970, 912, 982)
theatre-film: ರಾಮಾಚಾರಿ (ಕ) (660, 756, 695, 764)
theatre-film-row (656, 557, 916, 568)
race-time: ಸಂ.5.00 (883, 1074, 910, 1082)
leopard-body-3: ಕಳೆದ ಕೆಲವು ದಿನಗಳಿಂದ ಗ್ರಾಮದಲ್ಲಿ ಚಿರತೆ ಕಾಣಿಸಿಕೊಂಡು ಜಾನುವಾರುಗಳನ್ನು ಬಲಿ ಪಡೆಯುತ್ತಿತ್ತು. ಗ್ರಾಮಸ್ಥರ ಮನವಿ ಮೇರೆಗೆ ಅರಣ್ಯ ಇಲಾಖೆ ಬೋನು ಇರಿಸಿತ್ತು. (534, 1274, 650, 1308)
jackpot-value: 3, 4 ಮತ್ತು 5 (744, 1173, 781, 1182)
race-text: 1. ಪರ್ಫೆಕ್ಟ್ ಇಮ್ಯಾಜಿನೇಷನ್ 2. NRI ಬೆಟ್ 3. ಏಂಜಲ್ ಆಫ್ ಲೈಟ್ (670, 1085, 833, 1094)
theatre-film: ಬೇಬಿ (ಕ) (660, 734, 682, 742)
theatre-film-row (656, 711, 916, 722)
race-rows (660, 912, 912, 1096)
congress-body-4: ಅಧಿಕಾರಿಗಳಿಗೆ ತಿಳಿಸಿದರೂ ಪ್ರಯೋಜನವಾಗುತ್ತಿಲ್ಲ. ವೃದ್ಧರು, ಮಹಿಳೆಯರು ಗಂಟೆಗಟ್ಟಲೆ ಸಾಲಿನಲ್ಲಿ ನಿಂತು ಪರದಾಡುವಂತಾಗಿದೆ ಎಂದು ದೂರಿದ್ದಾರೆ. (478, 638, 562, 681)
race-text: VII. ದೇವರಾಜ ಅರಸ್ ಪ್ಲೇಟ್– 1400 ಮೀ. ರೇಟಿಂಗ್ 20 ರಿಂದ 45 (660, 1051, 832, 1059)
congress-callout-by: – ಸ್ವಾಮಿನಾಥನ್, ತಹಶೀಲ್ದಾರ್. (580, 597, 645, 605)
theatre-film-row (656, 579, 916, 590)
theatre-shows: 4 ಪ್ರದರ್ಶನಗಳು (876, 778, 912, 786)
race-picks (660, 1085, 912, 1097)
theatre-rows (656, 546, 916, 788)
leopard-body-1: ಹುಣಸೂರು, ಜು.19– ಹಲವು ದಿನಗಳಿಂದ ಗ್ರಾಮಸ್ಥರಲ್ಲಿ ಆತಂಕ ಮೂಡಿಸಿದ್ದ ಚಿರತೆಯನ್ನು ಅರಣ್ಯ ಇಲಾಖೆ ಸಿಬ್ಬಂದಿ ಬೋನಿಟ್ಟು ಸೆರೆ ಹಿಡಿದಿದ್ದಾರೆ. ಮೇಕೆಯನ್ನು ಕೊಂದು ತಿನ್ನಲು ಬಂದ ಚಿರತೆ ಬೋನಿಗೆ ಬಿದ್ದಿದೆ. (298, 1274, 410, 1317)
race-text: 1. ಮಿಸ್ ಫಾರ್ಚೂನ್ 2. ಸರ್ಪ್ರೈಸ್ 3. ದಿ ರಾಯಲ್ ಕಿಂಗ್ (670, 993, 804, 1002)
race-text: 1. ಮ್ಯಾಗ್ನಿಫಿಕೆಂಟ್ 2. ನ್ಯಾಚುರಲ್ ಟ್ಯಾಲೆಂಟ್ 3. ಸಿಲ್ವರ್ ಸ್ಟಾರ್ (670, 970, 815, 979)
onion-title: ಹೊಲದಲ್ಲಿ ಬೆಳೆದಿದ್ದ ಶುಂಠಿಯನ್ನೂ ಬಿಡದ ಕಳ್ಳರು (28, 426, 292, 450)
tipster-badge: ಟಿಪ್ ಸ್ಟಾರ್ ಮಿತ್ರ (862, 1204, 908, 1226)
theatre-film-row (656, 733, 916, 744)
theatre-name: ಬಾಲಾಜಿ ಚಿತ್ರಮಂದಿರ (660, 613, 712, 622)
inox-row: ಸ್ಕ್ರೀನ್ 3 ಮಿಷನ್ ಇಂಪಾಸಿಬಲ್ (ಇಂ) ಬೆ.9.50, ಮ.10.20, ಇಂಡಿಯಾನ ಜೋನ್ಸ್ ಅಂಡ್ ದಿ ಡಯಲ್ ಆಫ್ ಡೆಸ್ಟಿನಿ (ಇಂ) ಮ.12.45, ಮಹಾಮೌನಿ ಸಂ.4.15 (660, 326, 906, 343)
inox-row: ಸ್ಕ್ರೀನ್ 1 ಸತ್ಯಪ್ರೇಮ್ ಕೀ ಕಥಾ (ಹಿಂ) ಮ.9.20, ಮ.12.30, ಸಂ.3.40, ರಾ.6.50, ರಾ.10 (660, 278, 862, 286)
narasipura-quote-1-text: ವ್ಯಾಪಾರಸ್ಥರಿಗೆ ಈ ಮಳಿಗೆಗಳನ್ನು ನೀಡಿದರೆ ವ್ಯಾಪಾರ ಮಾಡಲು ಅನುಕೂಲವಾಗುತ್ತದೆ. ಪುರಸಭೆ ಈ ಬಗ್ಗೆ ಗಮನ ಹರಿಸಬೇಕು. (303, 801, 545, 808)
congress-photo (384, 476, 650, 574)
race-info: ನಾಳೆ (ಇಂದು) ಎಂಟನ್ಸ್ ಡೇ ಗುರುವಾರ 20-7-2023 (727, 876, 845, 884)
